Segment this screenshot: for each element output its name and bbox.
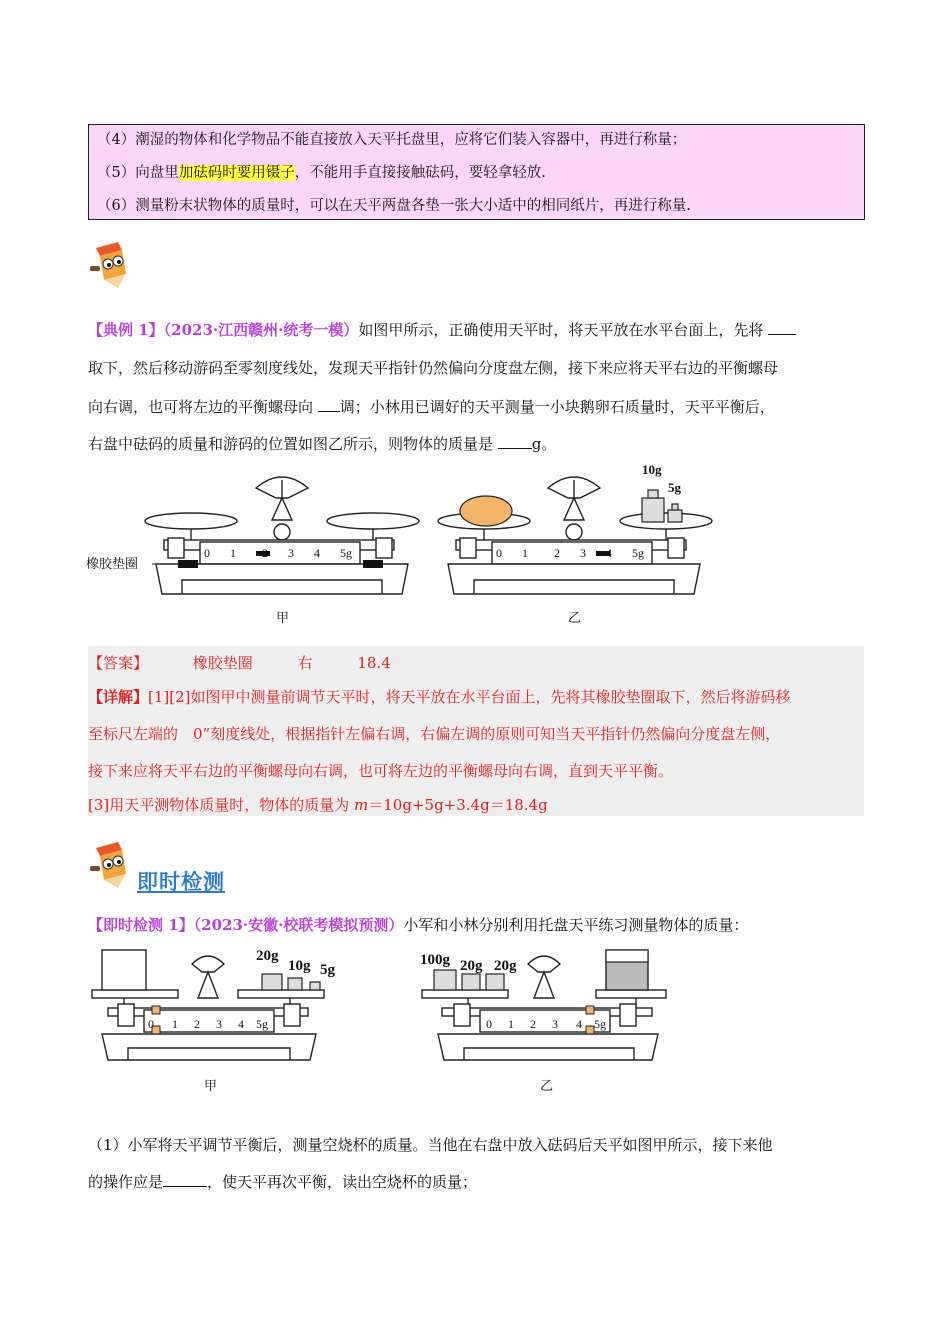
scale-tick-d: 1 [508, 1017, 514, 1031]
scale-tick-d: 0 [486, 1017, 492, 1031]
weight-5g [668, 510, 682, 522]
detail-text-4a: [3]用天平测物体质量时，物体的质量为 [88, 796, 355, 814]
example1-text-4a: 右盘中砝码的质量和游码的位置如图乙所示，则物体的质量是 [88, 435, 494, 453]
scale-tick-d: 3 [552, 1017, 558, 1031]
example1-text-4b: g。 [531, 435, 557, 453]
example1-line2: 取下，然后移动游码至零刻度线处，发现天平指针仍然偏向分度盘左侧，接下来应将天平右边的平衡螺母 [88, 359, 779, 377]
example1-line4 [88, 433, 556, 455]
detail-line-4 [88, 794, 548, 816]
caption-jia-1: 甲 [276, 611, 290, 626]
answer-value-1: 橡胶垫圈 [192, 654, 253, 672]
scale-tick-d: 5g [594, 1017, 606, 1031]
detail-text-1: [1][2]如图甲中测量前调节天平时，将天平放在水平台面上，先将其橡胶垫圈取下，然后将游码移 [148, 688, 791, 706]
answer-line [88, 652, 391, 674]
weight-label-b2: 20g [460, 958, 483, 974]
detail-line-2: 至标尺左端的 0”刻度线处，根据指针左偏右调，右偏左调的原则可知当天平指针仍然偏向分度盘左侧， [88, 725, 781, 743]
notes-box [88, 124, 865, 220]
scale-tick-b: 3 [580, 546, 586, 560]
question1-line2 [88, 1171, 477, 1193]
scale-tick-a: 1 [230, 546, 236, 560]
example1-line3 [88, 396, 775, 418]
pad-label: 橡胶垫圈 [86, 557, 139, 572]
note-item-4: （4）潮湿的物体和化学物品不能直接放入天平托盘里，应将它们装入容器中，再进行称量； [97, 132, 687, 148]
example1-text-3a: 向右调，也可将左边的平衡螺母向 [88, 398, 314, 416]
scale-tick-d: 4 [576, 1017, 582, 1031]
scale-tick-b: 0 [496, 546, 502, 560]
answer-blank-4 [163, 1173, 207, 1187]
answer-value-2: 右 [297, 654, 313, 672]
scale-tick-b: 2 [554, 546, 560, 560]
scale-tick-c: 1 [172, 1017, 178, 1031]
note-item-5 [97, 163, 546, 183]
detail-line-3: 接下来应将天平右边的平衡螺母向右调，也可将左边的平衡螺母向右调，直到天平平衡。 [88, 762, 674, 780]
scale-tick-c: 4 [238, 1017, 244, 1031]
pencil-mascot-icon [88, 840, 132, 890]
check1-line [88, 914, 748, 936]
section-title: 即时检测 [137, 870, 225, 894]
detail-var-m: m [354, 796, 369, 814]
weight-label-b3: 20g [494, 958, 517, 974]
answer-blank-1 [768, 321, 796, 335]
detail-line-1 [88, 686, 791, 708]
balance-a [145, 477, 419, 594]
scale-tick-c: 5g [256, 1017, 268, 1031]
scale-tick-a: 4 [314, 546, 320, 560]
answer-tag: 【答案】 [88, 654, 149, 672]
scale-tick-b: 1 [522, 546, 528, 560]
weight-label-b1: 100g [420, 952, 450, 968]
weight-10g-label: 10g [642, 462, 662, 477]
check1-text: 小军和小林分别利用托盘天平练习测量物体的质量： [403, 916, 749, 934]
weight-label-a3: 5g [320, 962, 335, 978]
scale-tick-b: 4 [606, 546, 612, 560]
answer-blank-2 [318, 398, 340, 412]
scale-tick-b: 5g [632, 546, 644, 560]
weight-10g [642, 498, 664, 522]
example1-text-1: 如图甲所示，正确使用天平时，将天平放在水平台面上，先将 [358, 321, 764, 339]
balance-figure-1 [86, 458, 726, 633]
weight-label-a1: 20g [256, 948, 279, 964]
scale-tick-c: 2 [194, 1017, 200, 1031]
caption-yi-1: 乙 [568, 611, 582, 626]
detail-text-4b: ＝10g+5g+3.4g＝18.4g [368, 796, 548, 814]
scale-tick-a: 2 [262, 546, 268, 560]
note-item-5-highlight: 加砝码时要用镊子 [178, 165, 295, 181]
answer-value-3: 18.4 [357, 654, 391, 672]
example1-tag: 【典例 1】 [88, 321, 164, 339]
scale-tick-a: 5g [340, 546, 352, 560]
weight-5g-label: 5g [668, 480, 681, 495]
answer-box [88, 646, 864, 816]
question1-line1: （1）小军将天平调节平衡后，测量空烧杯的质量。当他在右盘中放入砝码后天平如图甲所示，接下来他 [88, 1136, 773, 1154]
question1-text-2a: 的操作应是 [88, 1173, 164, 1191]
answer-blank-3 [498, 435, 532, 449]
scale-tick-d: 2 [530, 1017, 536, 1031]
example1-line1 [88, 319, 796, 341]
note-item-5-suffix: ，不能用手直接接触砝码，要轻拿轻放. [294, 165, 546, 181]
pencil-mascot-icon [88, 240, 132, 290]
weight-label-a2: 10g [288, 958, 311, 974]
note-item-6: （6）测量粉末状物体的质量时，可以在天平两盘各垫一张大小适中的相同纸片，再进行称量. [97, 198, 691, 214]
scale-tick-c: 0 [148, 1017, 154, 1031]
caption-yi-2: 乙 [540, 1079, 554, 1094]
scale-tick-a: 3 [288, 546, 294, 560]
check1-source: （2023·安徽·校联考模拟预测） [193, 916, 404, 934]
pebble-object [460, 496, 512, 526]
caption-jia-2: 甲 [204, 1079, 218, 1094]
note-item-5-prefix: （5）向盘里 [97, 165, 179, 181]
question1-text-2b: ，使天平再次平衡，读出空烧杯的质量； [207, 1173, 478, 1191]
balance-figure-2 [88, 942, 668, 1097]
check1-tag: 【即时检测 1】 [88, 916, 194, 934]
scale-tick-c: 3 [216, 1017, 222, 1031]
example1-source: （2023·江西赣州·统考一模） [163, 321, 359, 339]
scale-tick-a: 0 [204, 546, 210, 560]
detail-tag: 【详解】 [88, 688, 149, 706]
example1-text-3b: 调；小林用已调好的天平测量一小块鹅卵石质量时，天平平衡后， [339, 398, 775, 416]
